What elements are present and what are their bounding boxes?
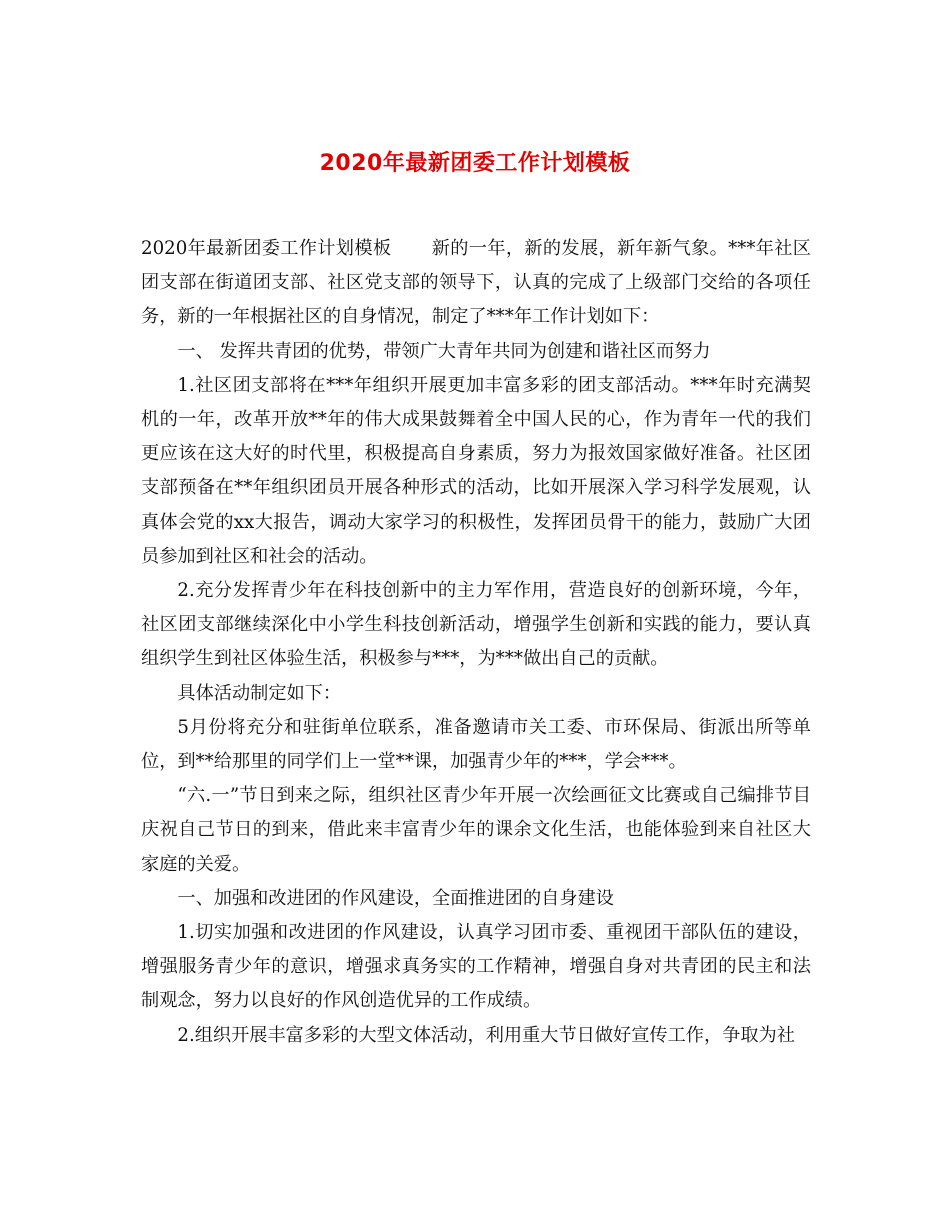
paragraph-intro bbox=[141, 232, 811, 335]
intro-text: 新的一年，新的发展，新年新气象。***年社区团支部在街道团支部、社区党支部的领导下，认真的完成了上级部门交给的各项任务，新的一年根据社区的自身情况，制定了***年工作计划如下： bbox=[141, 238, 811, 328]
paragraph-item-4: 2.组织开展丰富多彩的大型文体活动，利用重大节日做好宣传工作，争取为社 bbox=[177, 1024, 795, 1046]
section-heading-1: 一、 发挥共青团的优势，带领广大青年共同为创建和谐社区而努力 bbox=[177, 340, 711, 362]
intro-lead-title: 2020年最新团委工作计划模板 bbox=[141, 238, 392, 259]
section-heading-2: 一、加强和改进团的作风建设，全面推进团的自身建设 bbox=[177, 887, 614, 909]
paragraph-item-1: 1.社区团支部将在***年组织开展更加丰富多彩的团支部活动。***年时充满契机的一年，改革开放**年的伟大成果鼓舞着全中国人民的心，作为青年一代的我们更应该在这大好的时代里，积极提高自身素质，努力为报效国家做好准备。社区团支部预备在**年组织团员开展各种形式的活动，比如开展深入学习科学发展观，认真体会党的xx大报告，调动大家学习的积极性，发挥团员骨干的能力，鼓励广大团员参加到社区和社会的活动。 bbox=[141, 374, 811, 567]
document-body bbox=[141, 232, 811, 1053]
paragraph-item-3: 1.切实加强和改进团的作风建设，认真学习团市委、重视团干部队伍的建设，增强服务青少年的意识，增强求真务实的工作精神，增强自身对共青团的民主和法制观念，努力以良好的作风创造优异的工作成绩。 bbox=[141, 922, 811, 1012]
paragraph-activities-heading: 具体活动制定如下： bbox=[177, 682, 342, 704]
paragraph-june-activity: “六.一”节日到来之际，组织社区青少年开展一次绘画征文比赛或自己编排节目庆祝自己节日的到来，借此来丰富青少年的课余文化生活，也能体验到来自社区大家庭的关爱。 bbox=[141, 785, 811, 875]
paragraph-may-activity: 5月份将充分和驻街单位联系，准备邀请市关工委、市环保局、街派出所等单位，到**给那里的同学们上一堂**课，加强青少年的***，学会***。 bbox=[141, 716, 811, 773]
document-title: 2020年最新团委工作计划模板 bbox=[319, 151, 631, 176]
paragraph-item-2: 2.充分发挥青少年在科技创新中的主力军作用，营造良好的创新环境，今年，社区团支部继续深化中小学生科技创新活动，增强学生创新和实践的能力，要认真组织学生到社区体验生活，积极参与***，为***做出自己的贡献。 bbox=[141, 580, 811, 670]
